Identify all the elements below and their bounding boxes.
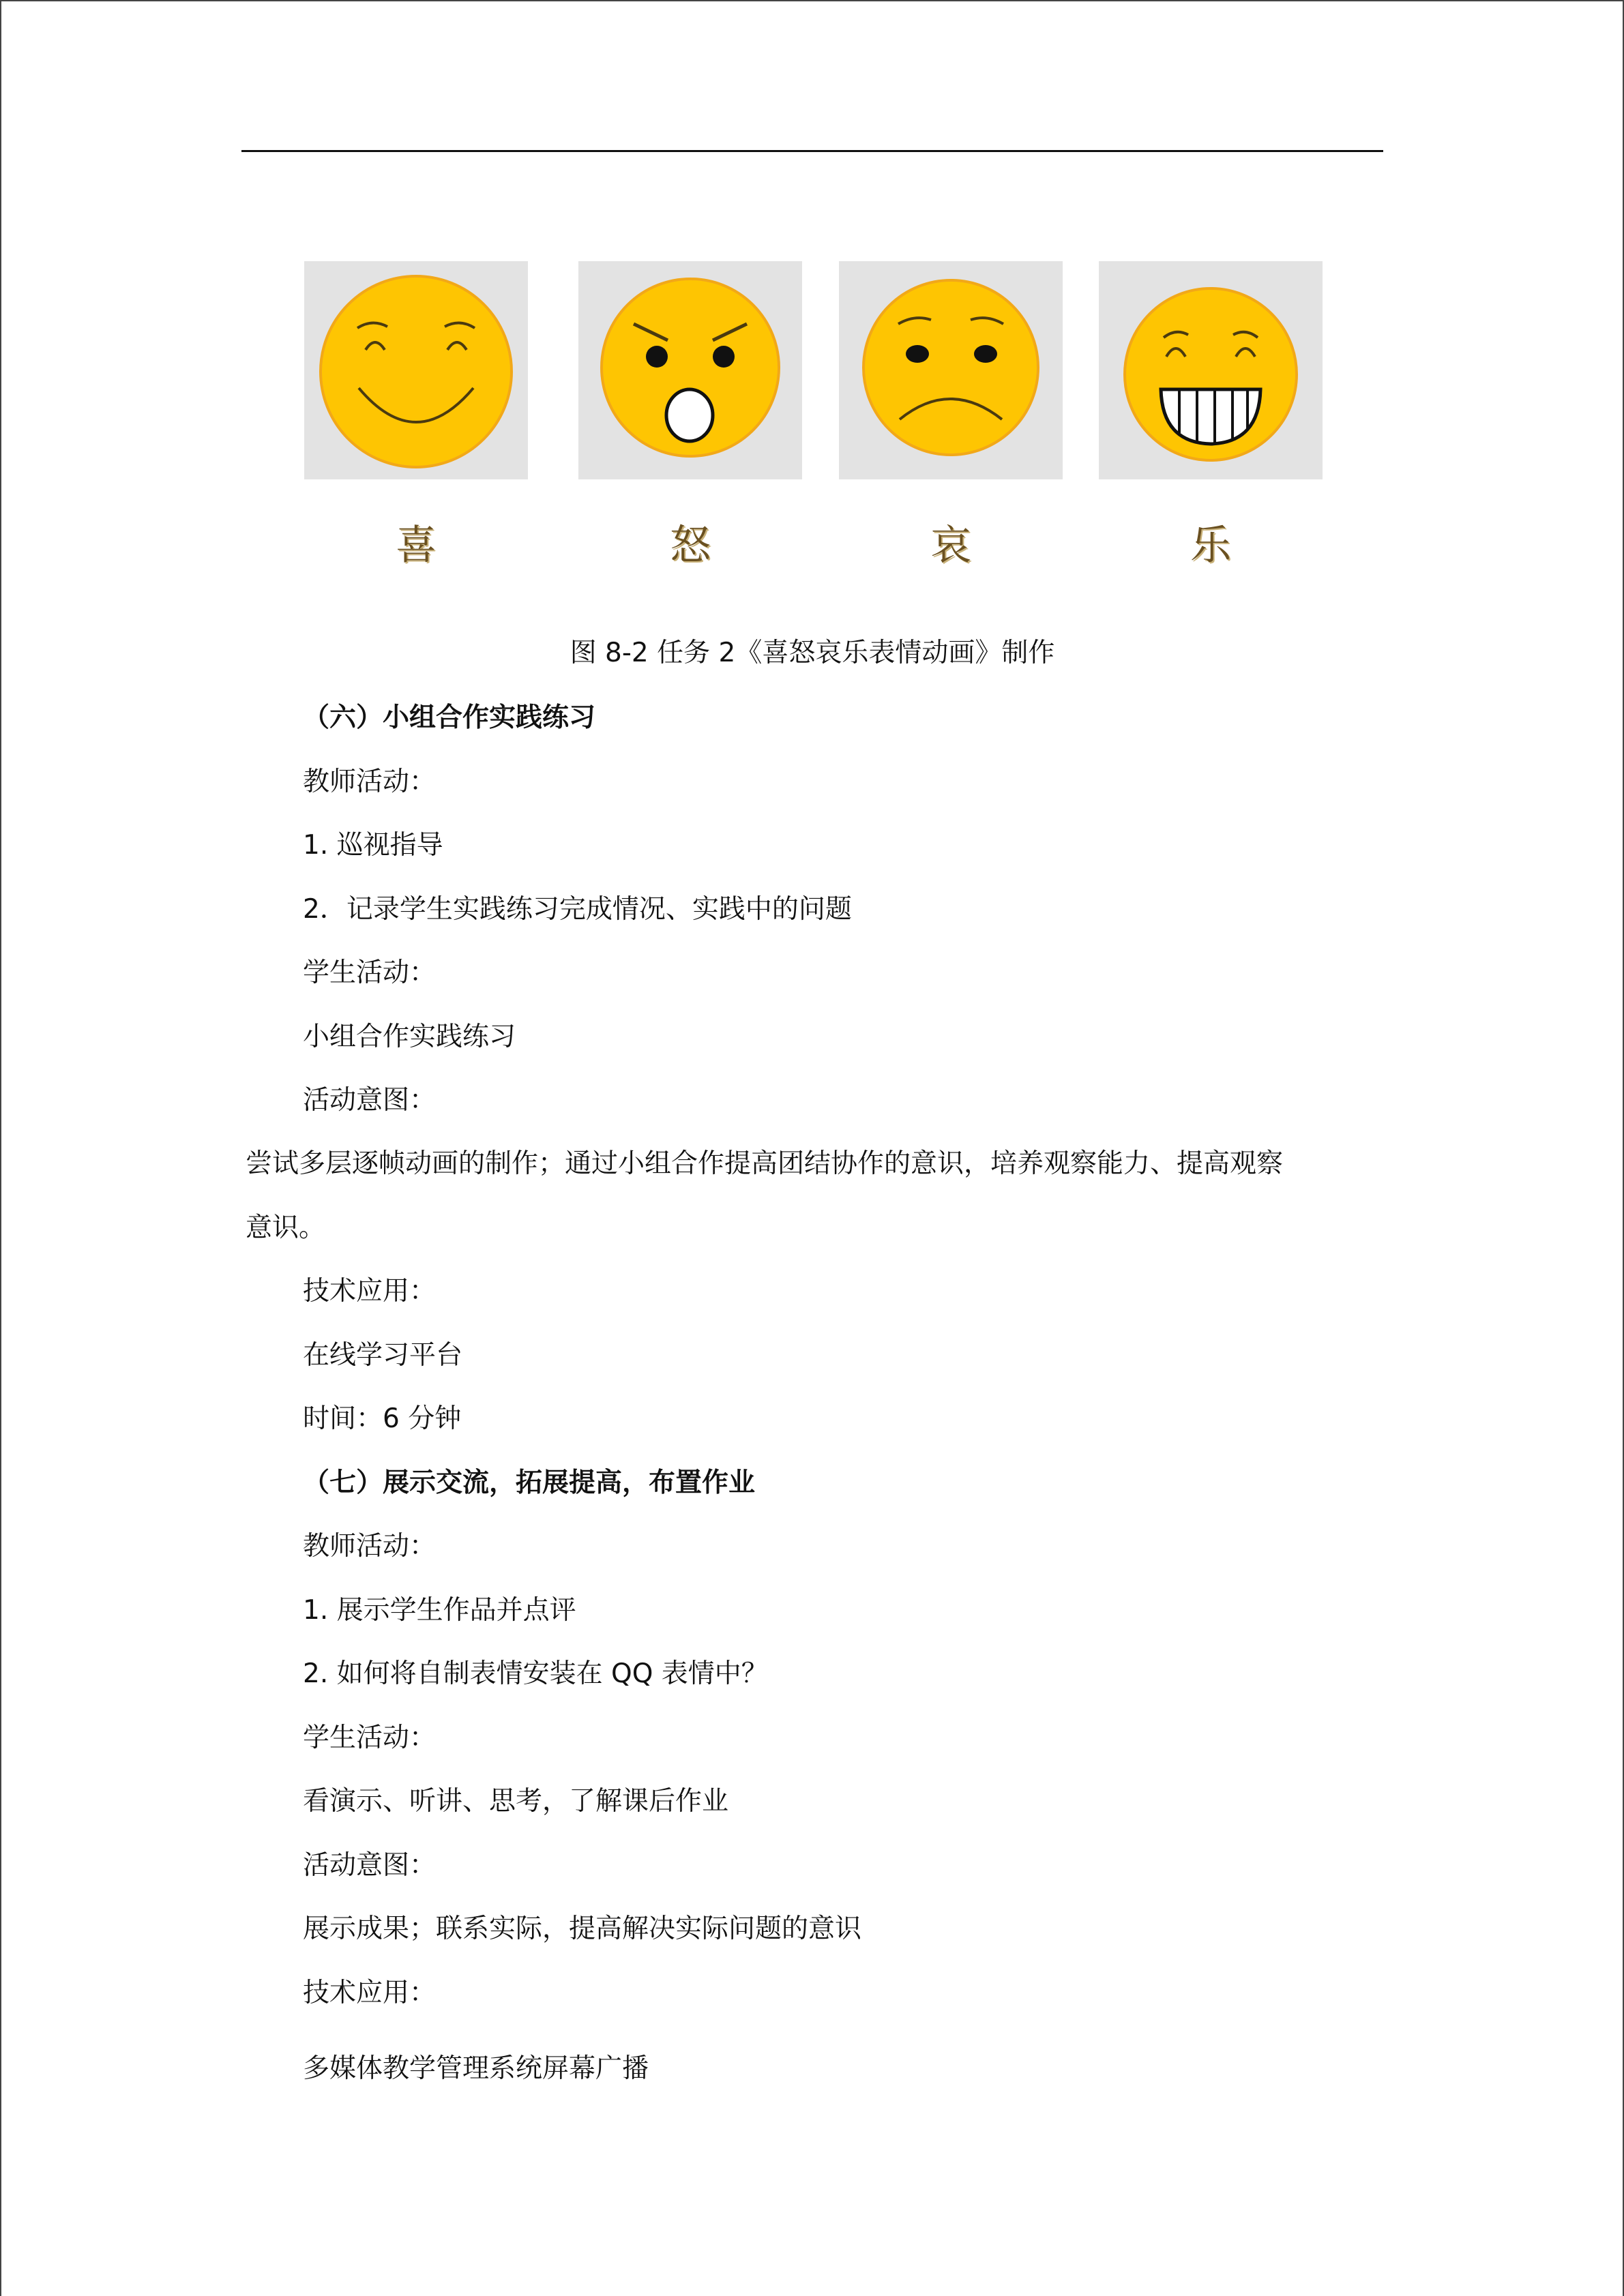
section6-intent-text-cont: 意识。 (246, 1212, 326, 1243)
section6-teacher-item-1: 1. 巡视指导 (303, 830, 443, 861)
figure-caption: 图 8-2 任务 2《喜怒哀乐表情动画》制作 (570, 638, 1055, 668)
section7-intent-label: 活动意图： (303, 1850, 437, 1881)
smile-face-icon (304, 261, 528, 479)
section6-intent-label: 活动意图： (303, 1085, 437, 1116)
grin-face-icon (1099, 261, 1323, 479)
section6-intent-text: 尝试多层逐帧动画的制作；通过小组合作提高团结协作的意识，培养观察能力、提高观察 (246, 1148, 1284, 1179)
sad-face-icon (839, 261, 1063, 479)
emotion-label: 喜 (396, 522, 437, 569)
emotion-tile-happiness (1099, 261, 1323, 479)
section6-student-label: 学生活动： (303, 957, 437, 988)
page-left-border (0, 0, 1, 2296)
section7-tech-text: 多媒体教学管理系统屏幕广播 (303, 2053, 649, 2084)
emotion-tile-joy (304, 261, 528, 479)
section6-teacher-item-2: 2．记录学生实践练习完成情况、实践中的问题 (303, 894, 852, 925)
section6-student-text: 小组合作实践练习 (303, 1022, 516, 1052)
section6-time: 时间：6 分钟 (303, 1403, 462, 1434)
section7-teacher-label: 教师活动： (303, 1531, 437, 1562)
emotion-tile-sorrow (839, 261, 1063, 479)
section7-heading: （七）展示交流，拓展提高，布置作业 (303, 1467, 756, 1498)
section7-teacher-item-2: 2. 如何将自制表情安装在 QQ 表情中？ (303, 1658, 768, 1689)
section6-heading: （六）小组合作实践练习 (303, 702, 596, 733)
angry-face-icon (578, 261, 802, 479)
section7-student-text: 看演示、听讲、思考，了解课后作业 (303, 1786, 729, 1817)
section7-teacher-item-1: 1. 展示学生作品并点评 (303, 1595, 576, 1626)
emotion-tile-anger (578, 261, 802, 479)
emotion-label: 乐 (1190, 522, 1231, 569)
section6-tech-label: 技术应用： (303, 1276, 437, 1307)
section6-teacher-label: 教师活动： (303, 766, 437, 797)
emotion-label: 哀 (930, 522, 971, 569)
section7-tech-label: 技术应用： (303, 1978, 437, 2008)
header-rule (241, 150, 1383, 152)
section7-student-label: 学生活动： (303, 1723, 437, 1753)
page-top-border (0, 0, 1624, 1)
emotion-label: 怒 (670, 522, 711, 569)
section7-intent-text: 展示成果；联系实际，提高解决实际问题的意识 (303, 1913, 862, 1944)
section6-tech-text: 在线学习平台 (303, 1340, 463, 1371)
